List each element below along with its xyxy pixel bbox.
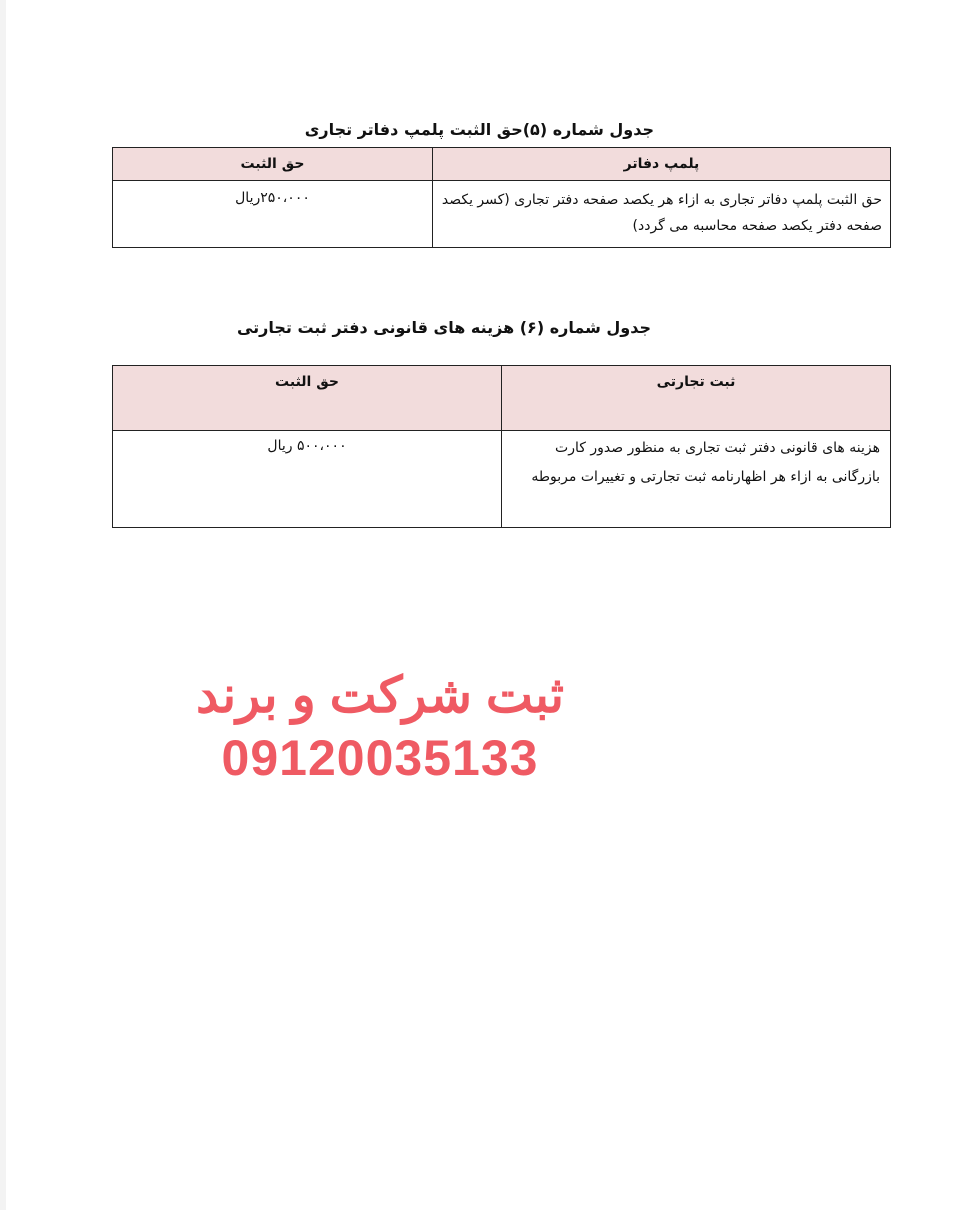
- table-5-title: جدول شماره (۵)حق الثبت پلمپ دفاتر تجاری: [304, 120, 654, 139]
- watermark-phone-number: 09120035133: [221, 730, 539, 786]
- watermark-brand-text: ثبت شرکت و برند: [196, 667, 564, 723]
- table-6-header-fee: حق الثبت: [113, 366, 502, 431]
- table-6-description-cell: هزینه های قانونی دفتر ثبت تجاری به منظور صدور کارت بازرگانی به ازاء هر اظهارنامه ثبت تجارتی و تغییرات مربوطه: [502, 431, 891, 528]
- table-row: [113, 431, 891, 528]
- table-6-header-service: ثبت تجارتی: [502, 366, 891, 431]
- table-row: [113, 181, 891, 248]
- page-edge: [0, 0, 6, 1210]
- table-5-description-cell: حق الثبت پلمپ دفاتر تجاری به ازاء هر یکصد صفحه دفتر تجاری (کسر یکصد صفحه دفتر یکصد صفحه محاسبه می گردد): [433, 181, 891, 248]
- table-5: [112, 147, 891, 248]
- watermark: [180, 664, 580, 790]
- table-5-header-fee: حق الثبت: [113, 148, 433, 181]
- table-6: [112, 365, 891, 528]
- table-6-header-row: [113, 366, 891, 431]
- table-6-fee-cell: ۵۰۰،۰۰۰ ریال: [113, 431, 502, 528]
- table-5-fee-cell: ۲۵۰،۰۰۰ریال: [113, 181, 433, 248]
- table-5-header-row: [113, 148, 891, 181]
- table-6-title: جدول شماره (۶) هزینه های قانونی دفتر ثبت تجارتی: [236, 318, 651, 337]
- table-5-header-service: پلمپ دفاتر: [433, 148, 891, 181]
